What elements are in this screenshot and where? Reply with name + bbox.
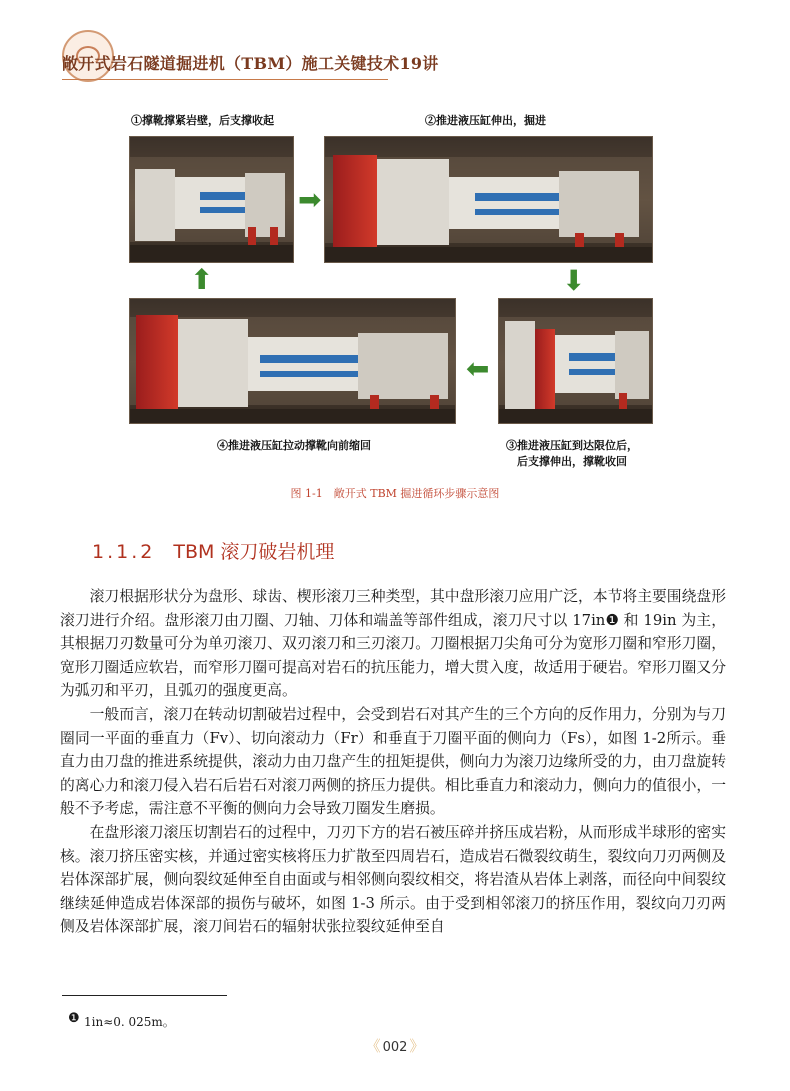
arrow-up-icon: ⬆ [190,263,214,296]
page-number-value: 002 [382,1040,408,1055]
page-bracket-left: 《 [365,1037,381,1055]
section-heading [92,537,334,564]
footnote-rule [62,995,227,996]
figure-step-4-label: ④推进液压缸拉动撑靴向前缩回 [217,439,371,452]
section-number: 1.1.2 [92,541,156,563]
arrow-down-icon: ⬇ [562,264,586,297]
arrow-left-icon: ⬅ [466,352,490,385]
paragraph: 滚刀根据形状分为盘形、球齿、楔形滚刀三种类型，其中盘形滚刀应用广泛，本节将主要围绕盘形滚刀进行介绍。盘形滚刀由刀圈、刀轴、刀体和端盖等部件组成，滚刀尺寸以 17in❶ 和 19in 为主，其根据刀刃数量可分为单刃滚刀、双刃滚刀和三刃滚刀。刀圈根据刀尖角可分为宽形刀圈和窄形刀圈，宽形刀圈适应软岩，而窄形刀圈可提高对岩石的抗压能力，增大贯入度，故适用于硬岩。窄形刀圈又分为弧刃和平刃，且弧刃的强度更高。 [60,588,726,700]
figure-step-3-label-line1: ③推进液压缸到达限位后， [506,439,638,452]
footnote-text: 1in≈0. 025m。 [84,1015,175,1029]
section-title: TBM 滚刀破岩机理 [173,541,335,563]
running-header-title: 敞开式岩石隧道掘进机（TBM）施工关键技术19讲 [62,54,439,73]
footnote-marker: ❶ [68,1011,80,1026]
paragraph: 在盘形滚刀滚压切割岩石的过程中，刀刃下方的岩石被压碎并挤压成岩粉，从而形成半球形的密实核。滚刀挤压密实核，并通过密实核将压力扩散至四周岩石，造成岩石微裂纹萌生，裂纹向刀刃两侧及岩体深部扩展，侧向裂纹延伸至自由面或与相邻侧向裂纹相交，将岩渣从岩体上剥落，而径向中间裂纹继续延伸造成岩体深部的损伤与破坏，如图 1-3 所示。由于受到相邻滚刀的挤压作用，裂纹向刀刃两侧及岩体深部扩展，滚刀间岩石的辐射状张拉裂纹延伸至自 [60,823,726,936]
tbm-photo-step-3 [498,298,653,424]
header-rule [62,79,388,80]
page-bracket-right: 》 [409,1037,425,1055]
figure-step-3-label-line2: 后支撑伸出，撑靴收回 [517,455,627,468]
page-number [0,1035,790,1056]
figure-step-1-label: ①撑靴撑紧岩壁，后支撑收起 [131,114,274,127]
tbm-photo-step-4 [129,298,456,424]
figure-step-2-label: ②推进液压缸伸出，掘进 [425,114,546,127]
arrow-right-icon: ➡ [298,183,322,216]
paragraph: 一般而言，滚刀在转动切割破岩过程中，会受到岩石对其产生的三个方向的反作用力，分别为与刀圈同一平面的垂直力（Fv）、切向滚动力（Fr）和垂直于刀圈平面的侧向力（Fs），如图 1-2所示。垂直力由刀盘的推进系统提供，滚动力由刀盘产生的扭矩提供，侧向力为滚刀边缘所受的力，由刀盘旋转的离心力和滚刀侵入岩石后岩石对滚刀两侧的挤压力提供。相比垂直力和滚动力，侧向力的值很小，一般不予考虑，需注意不平衡的侧向力会导致刀圈发生磨损。 [60,705,726,818]
figure-caption: 图 1-1 敞开式 TBM 掘进循环步骤示意图 [290,487,500,500]
body-text [60,585,726,939]
tbm-photo-step-2 [324,136,653,263]
tbm-photo-step-1 [129,136,294,263]
